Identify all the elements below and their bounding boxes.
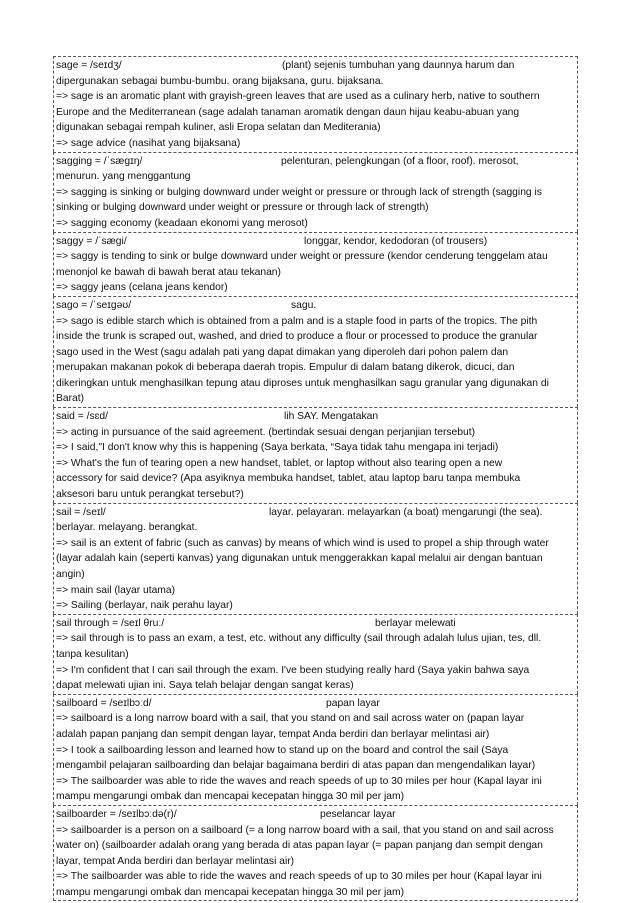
entry-line: => acting in pursuance of the said agreement. (bertindak sesuai dengan perjanjian tersebut) bbox=[56, 426, 476, 438]
entry-line: menurun. yang menggantung bbox=[56, 171, 191, 183]
entry-headline bbox=[56, 298, 575, 314]
entry-meaning: pelenturan, pelengkungan (of a floor, roof). merosot, bbox=[281, 155, 519, 167]
dictionary-page bbox=[53, 56, 578, 901]
entry-headline bbox=[56, 807, 575, 823]
entry-line: => sailboarder is a person on a sailboard (= a long narrow board with a sail, that you stand on and sail across bbox=[56, 824, 554, 836]
entry-line: => I took a sailboarding lesson and learned how to stand up on the board and control the sail (Saya bbox=[56, 744, 509, 756]
entry-line: => sago is edible starch which is obtained from a palm and is a staple food in parts of the tropics. The pith bbox=[56, 315, 538, 327]
entry-term: said = /sɛd/ bbox=[56, 411, 108, 423]
entry-line: Europe and the Mediterranean (sage adalah tanaman aromatik dengan daun hijau keabu-abuan yang bbox=[56, 106, 520, 118]
dictionary-entry bbox=[53, 152, 578, 232]
entry-line: => sail through is to pass an exam, a test, etc. without any difficulty (sail through adalah lulus ujian, tes, dll. bbox=[56, 633, 542, 645]
entry-line: water on) (sailboarder adalah orang yang berada di atas papan layar (= papan panjang dan sempit dengan bbox=[56, 840, 543, 852]
entry-line: digunakan sebagai rempah kuliner, asli Eropa selatan dan Mediterania) bbox=[56, 122, 381, 134]
entry-meaning: lih SAY. Mengatakan bbox=[284, 411, 379, 423]
entry-headline bbox=[56, 505, 575, 521]
entry-headline bbox=[56, 154, 575, 170]
entry-line: => I said,"I don't know why this is happening (Saya berkata, “Saya tidak tahu mengapa ini terjadi) bbox=[56, 442, 499, 454]
entry-line: => sage is an aromatic plant with grayish-green leaves that are used as a culinary herb, native to southern bbox=[56, 91, 540, 103]
entry-term: sage = /seɪdʒ/ bbox=[56, 60, 122, 71]
entry-term: sagging = /ˈsæɡɪŋ/ bbox=[56, 155, 143, 167]
entry-line: tanpa kesulitan) bbox=[56, 648, 129, 660]
entry-line: inside the trunk is scraped out, washed, and dried to produce a flour or processed to produce the granular bbox=[56, 331, 538, 343]
entry-term: sago = /ˈseɪɡəʊ/ bbox=[56, 299, 132, 311]
dictionary-entry bbox=[53, 407, 578, 503]
entry-headline bbox=[56, 616, 575, 632]
entry-line: => sage advice (nasihat yang bijaksana) bbox=[56, 137, 241, 149]
dictionary-entry bbox=[53, 503, 578, 614]
entry-term: sail through = /seɪl θruː/ bbox=[56, 617, 165, 629]
dictionary-entry bbox=[53, 232, 578, 296]
entry-line: layar, tempat Anda berdiri dan berlayar melintasi air) bbox=[56, 855, 295, 867]
entry-line: => The sailboarder was able to ride the waves and reach speeds of up to 30 miles per hour (Kapal layar ini bbox=[56, 871, 542, 883]
entry-meaning: sagu. bbox=[291, 299, 317, 311]
entry-line: dipergunakan sebagai bumbu-bumbu. orang bijaksana, guru. bijaksana. bbox=[56, 75, 384, 87]
entry-line: => main sail (layar utama) bbox=[56, 584, 176, 596]
dictionary-entry bbox=[53, 805, 578, 902]
entry-line: mengambil pelajaran sailboarding dan belajar bagaimana berdiri di atas papan dan mengendalikan layar) bbox=[56, 760, 536, 772]
entry-line: (layar adalah kain (seperti kanvas) yang digunakan untuk menggerakkan kapal melalui air dengan bantuan bbox=[56, 553, 543, 565]
entry-line: sago used in the West (sagu adalah pati yang dapat dimakan yang diperoleh dari pohon palem dan bbox=[56, 346, 509, 358]
entry-headline bbox=[56, 409, 575, 425]
entry-term: sail = /seɪl/ bbox=[56, 506, 106, 518]
entry-line: aksesori baru untuk perangkat tersebut?) bbox=[56, 489, 244, 501]
entry-line: => sagging economy (keadaan ekonomi yang merosot) bbox=[56, 217, 308, 229]
entry-line: berlayar. melayang. berangkat. bbox=[56, 522, 198, 534]
entry-line: mampu mengarungi ombak dan mencapai kecepatan hingga 30 mil per jam) bbox=[56, 886, 405, 898]
entry-line: angin) bbox=[56, 569, 85, 580]
entry-line: dikeringkan untuk menghasilkan tepung atau diproses untuk menghasilkan sagu granular yang digunakan di bbox=[56, 377, 549, 389]
entry-line: dapat melewati ujian ini. Saya telah belajar dengan sangat keras) bbox=[56, 680, 354, 692]
entry-line: adalah papan panjang dan sempit dengan layar, tempat Anda berdiri dan berlayar melintasi air) bbox=[56, 728, 490, 740]
entry-headline bbox=[56, 58, 575, 74]
dictionary-entry bbox=[53, 56, 578, 152]
entry-term: sailboard = /seɪlbɔːd/ bbox=[56, 697, 152, 709]
entry-line: merupakan makanan pokok di beberapa daerah tropis. Empulur di dalam batang dikerok, dicuci, dan bbox=[56, 362, 515, 374]
entry-line: menonjol ke bawah di bawah berat atau tekanan) bbox=[56, 266, 281, 278]
dictionary-entry bbox=[53, 614, 578, 694]
entry-line: => What's the fun of tearing open a new handset, tablet, or laptop without also tearing open a new bbox=[56, 457, 503, 469]
entry-line: mampu mengarungi ombak dan mencapai kecepatan hingga 30 mil per jam) bbox=[56, 791, 405, 803]
entry-meaning: peselancar layar bbox=[320, 808, 396, 820]
entry-line: accessory for said device? (Apa asyiknya membuka handset, tablet, atau laptop baru tanpa membuka bbox=[56, 473, 521, 485]
entry-line: => The sailboarder was able to ride the waves and reach speeds of up to 30 miles per hour (Kapal layar ini bbox=[56, 775, 542, 787]
entry-line: => saggy jeans (celana jeans kendor) bbox=[56, 282, 228, 294]
entry-headline bbox=[56, 234, 575, 250]
entry-term: sailboarder = /seɪlbɔːdə(r)/ bbox=[56, 808, 177, 820]
dictionary-entry bbox=[53, 296, 578, 407]
entry-term: saggy = /ˈsæɡi/ bbox=[56, 235, 127, 247]
entry-line: => saggy is tending to sink or bulge downward under weight or pressure (kendor cenderung tenggelam atau bbox=[56, 251, 548, 263]
entry-line: Barat) bbox=[56, 393, 85, 405]
entry-meaning: berlayar melewati bbox=[375, 617, 456, 629]
entry-meaning: (plant) sejenis tumbuhan yang daunnya harum dan bbox=[282, 60, 515, 71]
entry-headline bbox=[56, 696, 575, 712]
entry-line: => I'm confident that I can sail through the exam. I've been studying really hard (Saya yakin bahwa saya bbox=[56, 664, 530, 676]
entry-line: => Sailing (berlayar, naik perahu layar) bbox=[56, 600, 233, 612]
entry-line: => sailboard is a long narrow board with a sail, that you stand on and sail across water on (papan layar bbox=[56, 713, 525, 725]
entry-meaning: longgar, kendor, kedodoran (of trousers) bbox=[304, 235, 488, 247]
entry-line: => sagging is sinking or bulging downward under weight or pressure or through lack of strength (sagging is bbox=[56, 186, 542, 198]
dictionary-entry bbox=[53, 694, 578, 805]
entry-meaning: layar. pelayaran. melayarkan (a boat) mengarungi (the sea). bbox=[269, 506, 543, 518]
entry-line: => sail is an extent of fabric (such as canvas) by means of which wind is used to propel a ship through water bbox=[56, 537, 549, 549]
entry-meaning: papan layar bbox=[326, 697, 380, 709]
entry-line: sinking or bulging downward under weight or pressure or through lack of strength) bbox=[56, 202, 429, 214]
